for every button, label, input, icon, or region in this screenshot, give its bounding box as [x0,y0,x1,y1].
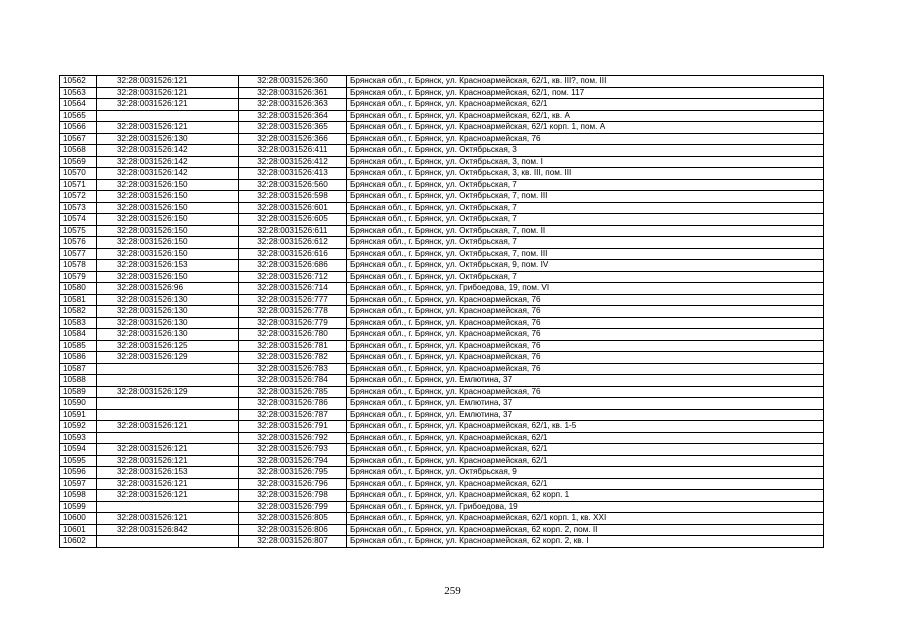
table-row [60,524,824,536]
address-cell: Брянская обл., г. Брянск, ул. Красноармейская, 76 [347,329,824,341]
parent-cadastral-cell [97,409,239,421]
table-row [60,294,824,306]
parent-cadastral-cell: 32:28:0031526:121 [97,490,239,502]
row-number-cell: 10598 [60,490,97,502]
parent-cadastral-cell: 32:28:0031526:150 [97,202,239,214]
parent-cadastral-cell: 32:28:0031526:142 [97,145,239,157]
parent-cadastral-cell: 32:28:0031526:150 [97,225,239,237]
cadastral-number-cell: 32:28:0031526:799 [239,501,347,513]
parent-cadastral-cell: 32:28:0031526:150 [97,237,239,249]
row-number-cell: 10574 [60,214,97,226]
row-number-cell: 10568 [60,145,97,157]
address-cell: Брянская обл., г. Брянск, ул. Октябрьская, 7 [347,202,824,214]
row-number-cell: 10581 [60,294,97,306]
table-row [60,513,824,525]
address-cell: Брянская обл., г. Брянск, ул. Октябрьская, 7 [347,237,824,249]
row-number-cell: 10593 [60,432,97,444]
parent-cadastral-cell: 32:28:0031526:150 [97,191,239,203]
cadastral-number-cell: 32:28:0031526:791 [239,421,347,433]
table-row [60,444,824,456]
parent-cadastral-cell [97,398,239,410]
address-cell: Брянская обл., г. Брянск, ул. Красноармейская, 62/1 [347,432,824,444]
row-number-cell: 10563 [60,87,97,99]
cadastral-number-cell: 32:28:0031526:795 [239,467,347,479]
parent-cadastral-cell: 32:28:0031526:142 [97,168,239,180]
row-number-cell: 10576 [60,237,97,249]
address-cell: Брянская обл., г. Брянск, ул. Красноармейская, 62 корп. 2, пом. II [347,524,824,536]
table-row [60,421,824,433]
parent-cadastral-cell: 32:28:0031526:130 [97,133,239,145]
parent-cadastral-cell [97,110,239,122]
table-row [60,363,824,375]
cadastral-number-cell: 32:28:0031526:412 [239,156,347,168]
row-number-cell: 10600 [60,513,97,525]
table-row [60,122,824,134]
table-row [60,317,824,329]
cadastral-number-cell: 32:28:0031526:780 [239,329,347,341]
row-number-cell: 10565 [60,110,97,122]
table-row [60,225,824,237]
row-number-cell: 10571 [60,179,97,191]
row-number-cell: 10575 [60,225,97,237]
cadastral-number-cell: 32:28:0031526:793 [239,444,347,456]
address-cell: Брянская обл., г. Брянск, ул. Октябрьская, 3, кв. III, пом. III [347,168,824,180]
cadastral-number-cell: 32:28:0031526:714 [239,283,347,295]
table-row [60,110,824,122]
table-row [60,248,824,260]
parent-cadastral-cell: 32:28:0031526:130 [97,317,239,329]
parent-cadastral-cell: 32:28:0031526:125 [97,340,239,352]
table-row [60,398,824,410]
cadastral-number-cell: 32:28:0031526:612 [239,237,347,249]
parent-cadastral-cell: 32:28:0031526:121 [97,76,239,88]
table-row [60,409,824,421]
row-number-cell: 10566 [60,122,97,134]
parent-cadastral-cell: 32:28:0031526:153 [97,467,239,479]
table-row [60,501,824,513]
row-number-cell: 10586 [60,352,97,364]
parent-cadastral-cell: 32:28:0031526:842 [97,524,239,536]
table-row [60,340,824,352]
row-number-cell: 10594 [60,444,97,456]
address-cell: Брянская обл., г. Брянск, ул. Красноармейская, 76 [347,340,824,352]
address-cell: Брянская обл., г. Брянск, ул. Красноармейская, 62/1 [347,455,824,467]
address-cell: Брянская обл., г. Брянск, ул. Красноармейская, 76 [347,386,824,398]
cadastral-number-cell: 32:28:0031526:560 [239,179,347,191]
row-number-cell: 10602 [60,536,97,548]
parent-cadastral-cell: 32:28:0031526:130 [97,306,239,318]
address-cell: Брянская обл., г. Брянск, ул. Красноармейская, 62/1 корп. 1, кв. XXI [347,513,824,525]
cadastral-number-cell: 32:28:0031526:785 [239,386,347,398]
row-number-cell: 10583 [60,317,97,329]
parent-cadastral-cell [97,536,239,548]
address-cell: Брянская обл., г. Брянск, ул. Красноармейская, 62 корп. 1 [347,490,824,502]
parent-cadastral-cell: 32:28:0031526:121 [97,99,239,111]
cadastral-number-cell: 32:28:0031526:781 [239,340,347,352]
row-number-cell: 10590 [60,398,97,410]
cadastral-number-cell: 32:28:0031526:605 [239,214,347,226]
address-cell: Брянская обл., г. Брянск, ул. Октябрьская, 9 [347,467,824,479]
cadastral-number-cell: 32:28:0031526:806 [239,524,347,536]
row-number-cell: 10573 [60,202,97,214]
row-number-cell: 10599 [60,501,97,513]
cadastral-number-cell: 32:28:0031526:361 [239,87,347,99]
address-cell: Брянская обл., г. Брянск, ул. Октябрьская, 7 [347,179,824,191]
row-number-cell: 10601 [60,524,97,536]
table-row [60,76,824,88]
address-cell: Брянская обл., г. Брянск, ул. Октябрьская, 7 [347,214,824,226]
cadastral-number-cell: 32:28:0031526:782 [239,352,347,364]
row-number-cell: 10596 [60,467,97,479]
address-cell: Брянская обл., г. Брянск, ул. Красноармейская, 62/1 [347,478,824,490]
parent-cadastral-cell: 32:28:0031526:96 [97,283,239,295]
row-number-cell: 10585 [60,340,97,352]
table-row [60,490,824,502]
row-number-cell: 10572 [60,191,97,203]
address-cell: Брянская обл., г. Брянск, ул. Грибоедова, 19 [347,501,824,513]
address-cell: Брянская обл., г. Брянск, ул. Емлютина, 37 [347,398,824,410]
row-number-cell: 10570 [60,168,97,180]
address-cell: Брянская обл., г. Брянск, ул. Октябрьская, 9, пом. IV [347,260,824,272]
table-row [60,168,824,180]
cadastral-number-cell: 32:28:0031526:360 [239,76,347,88]
table-row [60,156,824,168]
cadastral-number-cell: 32:28:0031526:366 [239,133,347,145]
parent-cadastral-cell: 32:28:0031526:121 [97,122,239,134]
address-cell: Брянская обл., г. Брянск, ул. Октябрьская, 7 [347,271,824,283]
table-row [60,352,824,364]
address-cell: Брянская обл., г. Брянск, ул. Октябрьская, 7, пом. III [347,248,824,260]
parent-cadastral-cell: 32:28:0031526:121 [97,421,239,433]
parent-cadastral-cell: 32:28:0031526:121 [97,513,239,525]
cadastral-number-cell: 32:28:0031526:616 [239,248,347,260]
parent-cadastral-cell: 32:28:0031526:130 [97,294,239,306]
parent-cadastral-cell: 32:28:0031526:153 [97,260,239,272]
cadastral-number-cell: 32:28:0031526:798 [239,490,347,502]
registry-table [59,75,824,548]
address-cell: Брянская обл., г. Брянск, ул. Октябрьская, 7, пом. III [347,191,824,203]
row-number-cell: 10597 [60,478,97,490]
parent-cadastral-cell [97,363,239,375]
table-row [60,202,824,214]
cadastral-number-cell: 32:28:0031526:601 [239,202,347,214]
page-number: 259 [444,585,461,597]
table-body [60,76,824,548]
address-cell: Брянская обл., г. Брянск, ул. Красноармейская, 76 [347,133,824,145]
cadastral-number-cell: 32:28:0031526:805 [239,513,347,525]
table-row [60,386,824,398]
parent-cadastral-cell: 32:28:0031526:121 [97,455,239,467]
parent-cadastral-cell: 32:28:0031526:130 [97,329,239,341]
table-row [60,133,824,145]
table-row [60,432,824,444]
address-cell: Брянская обл., г. Брянск, ул. Красноармейская, 76 [347,294,824,306]
row-number-cell: 10595 [60,455,97,467]
row-number-cell: 10567 [60,133,97,145]
cadastral-number-cell: 32:28:0031526:413 [239,168,347,180]
row-number-cell: 10592 [60,421,97,433]
table-row [60,87,824,99]
address-cell: Брянская обл., г. Брянск, ул. Красноармейская, 62/1, кв. III?, пом. III [347,76,824,88]
row-number-cell: 10589 [60,386,97,398]
address-cell: Брянская обл., г. Брянск, ул. Октябрьская, 3, пом. I [347,156,824,168]
table-row [60,191,824,203]
parent-cadastral-cell: 32:28:0031526:150 [97,179,239,191]
parent-cadastral-cell: 32:28:0031526:129 [97,386,239,398]
row-number-cell: 10584 [60,329,97,341]
row-number-cell: 10588 [60,375,97,387]
row-number-cell: 10562 [60,76,97,88]
table-row [60,260,824,272]
parent-cadastral-cell: 32:28:0031526:121 [97,478,239,490]
cadastral-number-cell: 32:28:0031526:364 [239,110,347,122]
parent-cadastral-cell: 32:28:0031526:142 [97,156,239,168]
address-cell: Брянская обл., г. Брянск, ул. Емлютина, 37 [347,375,824,387]
table-row [60,375,824,387]
row-number-cell: 10569 [60,156,97,168]
table-row [60,536,824,548]
cadastral-number-cell: 32:28:0031526:611 [239,225,347,237]
parent-cadastral-cell [97,501,239,513]
cadastral-number-cell: 32:28:0031526:796 [239,478,347,490]
cadastral-number-cell: 32:28:0031526:363 [239,99,347,111]
row-number-cell: 10587 [60,363,97,375]
row-number-cell: 10582 [60,306,97,318]
cadastral-number-cell: 32:28:0031526:598 [239,191,347,203]
address-cell: Брянская обл., г. Брянск, ул. Красноармейская, 76 [347,352,824,364]
cadastral-number-cell: 32:28:0031526:778 [239,306,347,318]
address-cell: Брянская обл., г. Брянск, ул. Красноармейская, 76 [347,317,824,329]
row-number-cell: 10577 [60,248,97,260]
parent-cadastral-cell [97,375,239,387]
row-number-cell: 10580 [60,283,97,295]
table-row [60,271,824,283]
address-cell: Брянская обл., г. Брянск, ул. Красноармейская, 62/1 [347,444,824,456]
address-cell: Брянская обл., г. Брянск, ул. Красноармейская, 62/1 [347,99,824,111]
table-row [60,455,824,467]
table-row [60,179,824,191]
parent-cadastral-cell: 32:28:0031526:150 [97,271,239,283]
cadastral-number-cell: 32:28:0031526:807 [239,536,347,548]
cadastral-number-cell: 32:28:0031526:365 [239,122,347,134]
cadastral-number-cell: 32:28:0031526:686 [239,260,347,272]
row-number-cell: 10579 [60,271,97,283]
table-row [60,214,824,226]
cadastral-number-cell: 32:28:0031526:787 [239,409,347,421]
table-row [60,237,824,249]
address-cell: Брянская обл., г. Брянск, ул. Октябрьская, 7, пом. II [347,225,824,237]
address-cell: Брянская обл., г. Брянск, ул. Красноармейская, 62/1, кв. 1-5 [347,421,824,433]
parent-cadastral-cell: 32:28:0031526:150 [97,214,239,226]
parent-cadastral-cell [97,432,239,444]
address-cell: Брянская обл., г. Брянск, ул. Красноармейская, 76 [347,306,824,318]
address-cell: Брянская обл., г. Брянск, ул. Грибоедова, 19, пом. VI [347,283,824,295]
cadastral-number-cell: 32:28:0031526:783 [239,363,347,375]
address-cell: Брянская обл., г. Брянск, ул. Октябрьская, 3 [347,145,824,157]
cadastral-number-cell: 32:28:0031526:712 [239,271,347,283]
row-number-cell: 10591 [60,409,97,421]
cadastral-number-cell: 32:28:0031526:794 [239,455,347,467]
table-row [60,306,824,318]
row-number-cell: 10578 [60,260,97,272]
parent-cadastral-cell: 32:28:0031526:150 [97,248,239,260]
address-cell: Брянская обл., г. Брянск, ул. Красноармейская, 76 [347,363,824,375]
cadastral-number-cell: 32:28:0031526:777 [239,294,347,306]
table-row [60,99,824,111]
table-row [60,467,824,479]
address-cell: Брянская обл., г. Брянск, ул. Красноармейская, 62 корп. 2, кв. I [347,536,824,548]
cadastral-number-cell: 32:28:0031526:786 [239,398,347,410]
cadastral-number-cell: 32:28:0031526:792 [239,432,347,444]
address-cell: Брянская обл., г. Брянск, ул. Емлютина, 37 [347,409,824,421]
table-row [60,145,824,157]
cadastral-number-cell: 32:28:0031526:784 [239,375,347,387]
parent-cadastral-cell: 32:28:0031526:121 [97,444,239,456]
table-row [60,283,824,295]
cadastral-number-cell: 32:28:0031526:779 [239,317,347,329]
address-cell: Брянская обл., г. Брянск, ул. Красноармейская, 62/1, кв. А [347,110,824,122]
table-row [60,478,824,490]
parent-cadastral-cell: 32:28:0031526:121 [97,87,239,99]
cadastral-number-cell: 32:28:0031526:411 [239,145,347,157]
parent-cadastral-cell: 32:28:0031526:129 [97,352,239,364]
address-cell: Брянская обл., г. Брянск, ул. Красноармейская, 62/1, пом. 117 [347,87,824,99]
address-cell: Брянская обл., г. Брянск, ул. Красноармейская, 62/1 корп. 1, пом. А [347,122,824,134]
row-number-cell: 10564 [60,99,97,111]
table-row [60,329,824,341]
